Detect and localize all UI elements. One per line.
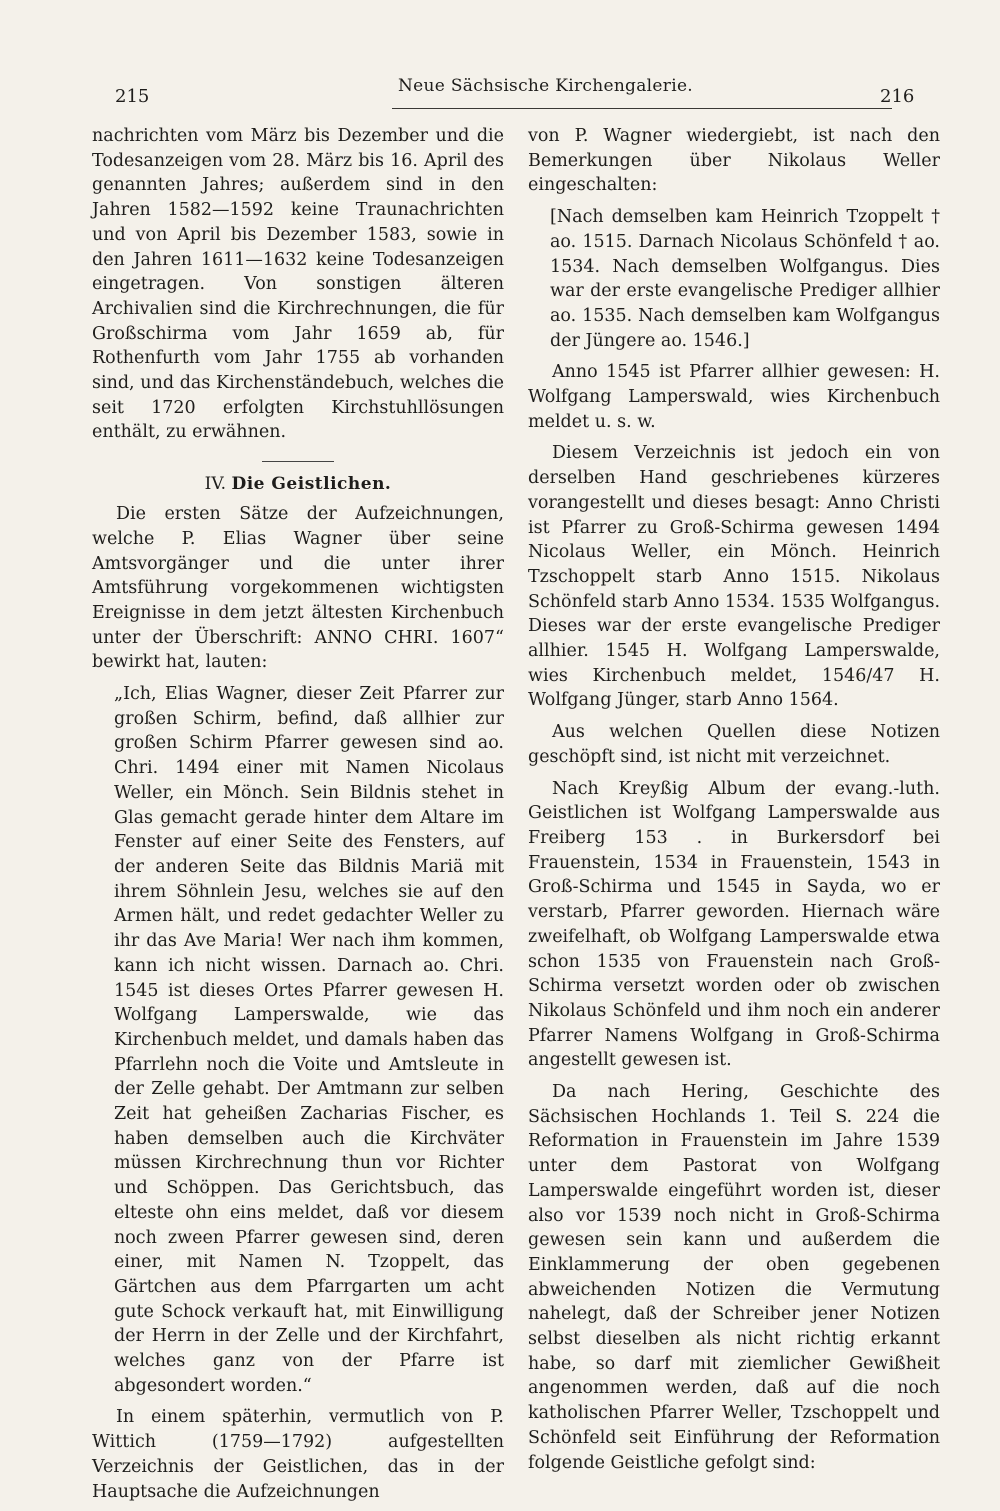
left-column — [92, 124, 504, 1511]
quotation-wagner: „Ich, Elias Wagner, dieser Zeit Pfarrer zur großen Schirm, befind, daß allhier zur großen Schirm Pfarrer gewesen sind ao. Chri. 1494 einer mit Namen Nicolaus Weller, ein Mönch. Sein Bildnis stehet in Glas gemacht gerade hinter dem Altare im Fenster auf einer Seite des Fensters, auf der anderen Seite das Bildnis Mariä mit ihrem Söhnlein Jesu, welches sie auf den Armen hält, und redet gedachter Weller zu ihr das Ave Maria! Wer nach ihm kommen, kann ich nicht wissen. Darnach ao. Chri. 1545 ist dieses Ortes Pfarrer gewesen H. Wolfgang Lamperswalde, wie das Kirchenbuch meldet, und damals haben das Pfarrlehn noch die Voite und Amtsleute in der Zelle gehabt. Der Amtmann zur selben Zeit hat geheißen Zacharias Fischer, es haben demselben auch die Kirchväter müssen Kirchrechnung thun vor Richter und Schöppen. Das Gerichtsbuch, das elteste ohn eins meldet, daß vor diesem noch zween Pfarrer gewesen sind, deren einer, mit Namen N. Tzoppelt, das Gärtchen aus dem Pfarrgarten um acht gute Schock verkauft hat, mit Einwilligung der Herrn in der Zelle und der Kirchfahrt, welches ganz von der Pfarre ist abgesondert worden.“ — [114, 684, 504, 1396]
right-page-number: 216 — [880, 86, 915, 107]
running-title: Neue Sächsische Kirchengalerie. — [398, 76, 694, 96]
section-number: IV. — [204, 474, 227, 495]
section-heading — [92, 474, 504, 494]
bracketed-note: [Nach demselben kam Heinrich Tzoppelt † ao. 1515. Darnach Nicolaus Schönfeld † ao. 1534. Nach demselben Wolfgangus. Dies war der erste evangelische Prediger allhier ao. 1535. Nach demselben kam Wolfgangus der Jüngere ao. 1546.] — [550, 207, 940, 351]
right-column — [528, 124, 940, 1482]
paragraph-intro: Die ersten Sätze der Aufzeichnungen, welche P. Elias Wagner über seine Amtsvorgänger und die unter ihrer Amtsführung vorgekommenen wichtigsten Ereignisse in dem jetzt ältesten Kirchenbuch unter der Überschrift: ANNO CHRI. 1607“ bewirkt hat, lauten: — [92, 504, 504, 673]
paragraph-continuation: von P. Wagner wiedergiebt, ist nach den Bemerkungen über Nikolaus Weller eingeschalten: — [528, 126, 940, 196]
paragraph-archives: nachrichten vom März bis Dezember und die Todesanzeigen vom 28. März bis 16. April des genannten Jahres; außerdem sind in den Jahren 1582—1592 keine Traunachrichten und von April bis Dezember 1583, sowie in den Jahren 1611—1632 keine Todesanzeigen eingetragen. Von sonstigen älteren Archivalien sind die Kirchrechnungen, die für Großschirma vom Jahr 1659 ab, für Rothenfurth vom Jahr 1755 ab vorhanden sind, und das Kirchenständebuch, welches die seit 1720 erfolgten Kirchstuhllösungen enthält, zu erwähnen. — [92, 126, 504, 443]
paragraph-hering: Da nach Hering, Geschichte des Sächsischen Hochlands 1. Teil S. 224 die Reformation in Frauenstein im Jahre 1539 unter dem Pastorat von Wolfgang Lamperswalde eingeführt worden ist, dieser also vor 1539 noch nicht in Groß-Schirma gewesen sein kann und außerdem die Einklammerung der oben gegebenen abweichenden Notizen die Vermutung nahelegt, daß der Schreiber jener Notizen selbst dieselben als nicht richtig erkannt habe, so darf mit ziemlicher Gewißheit angenommen werden, daß auf die noch katholischen Pfarrer Weller, Tzschoppelt und Schönfeld seit Einführung der Reformation folgende Geistliche gefolgt sind: — [528, 1082, 940, 1473]
paragraph-kreyssig: Nach Kreyßig Album der evang.-luth. Geistlichen ist Wolfgang Lamperswalde aus Freiberg 153 . in Burkersdorf bei Frauenstein, 1534 in Frauenstein, 1543 in Groß-Schirma und 1545 in Sayda, wo er verstarb, Pfarrer geworden. Hiernach wäre zweifelhaft, ob Wolfgang Lamperswalde etwa schon 1535 von Frauenstein nach Groß-Schirma versetzt worden oder ob zwischen Nikolaus Schönfeld und ihm noch ein anderer Pfarrer Namens Wolfgang in Groß-Schirma angestellt gewesen ist. — [528, 778, 940, 1071]
section-title: Die Geistlichen. — [231, 474, 392, 495]
section-divider — [262, 461, 334, 462]
paragraph-anno-1545: Anno 1545 ist Pfarrer allhier gewesen: H. Wolfgang Lamperswald, wies Kirchenbuch meldet u. s. w. — [528, 362, 940, 432]
header-rule — [392, 108, 892, 109]
paragraph-wittich: In einem späterhin, vermutlich von P. Wittich (1759—1792) aufgestellten Verzeichnis der Geistlichen, das in der Hauptsache die Aufzeichnungen — [92, 1407, 504, 1502]
left-page-number: 215 — [115, 86, 150, 107]
page-header — [0, 70, 1000, 110]
paragraph-shorter-list: Diesem Verzeichnis ist jedoch ein von derselben Hand geschriebenes kürzeres vorangestellt und dieses besagt: Anno Christi ist Pfarrer zu Groß-Schirma gewesen 1494 Nicolaus Weller, ein Mönch. Heinrich Tzschoppelt starb Anno 1515. Nikolaus Schönfeld starb Anno 1534. 1535 Wolfgangus. Dieses war der erste evangelische Prediger allhier. 1545 H. Wolfgang Lamperswalde, wies Kirchenbuch meldet, 1546/47 H. Wolfgang Jünger, starb Anno 1564. — [528, 443, 941, 711]
paragraph-sources: Aus welchen Quellen diese Notizen geschöpft sind, ist nicht mit verzeichnet. — [528, 722, 940, 767]
